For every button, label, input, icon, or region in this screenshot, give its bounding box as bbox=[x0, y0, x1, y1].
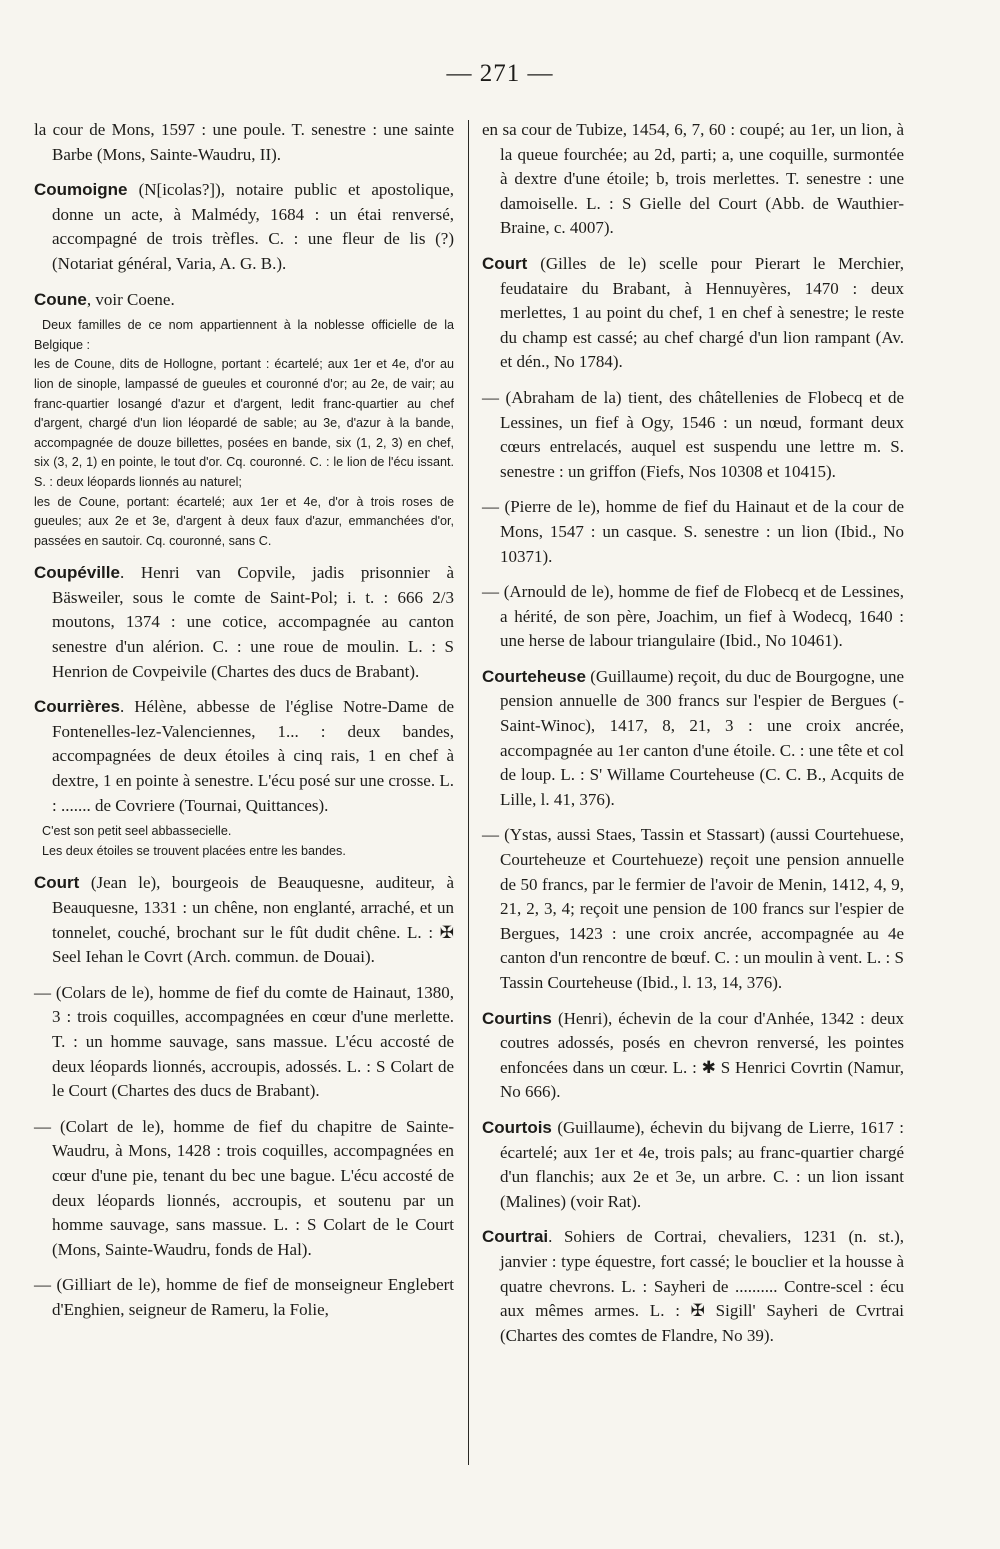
headword: Coupéville bbox=[34, 563, 120, 583]
entry-court-colars: — (Colars de le), homme de fief du comte de Hainaut, 1380, 3 : trois coquilles, accompagnées en cœur d'une merlette. T. : un homme sauvage, sans massue. L'écu accosté de deux léopards lionnés, accroupis, adossés. L. : S Colart de le Court (Chartes des ducs de Brabant). bbox=[34, 982, 454, 1101]
entry-courtois: Courtois (Guillaume), échevin du bijvang de Lierre, 1617 : écartelé; aux 1er et 4e, trois pals; au franc-quartier chargé d'un flanchis; aux 2e et 3e, un arbre. C. : un lion issant (Malines) (voir Rat). bbox=[482, 1117, 904, 1211]
entry-courteheuse: Courteheuse (Guillaume) reçoit, du duc de Bourgogne, une pension annuelle de 300 francs sur l'espier de Bergues (-Saint-Winoc), 1417, 8, 21, 3 : une croix ancrée, accompagnée au 1er canton d'une étoile. C. : une tête et col de loup. L. : S' Willame Courteheuse (C. C. B., Acquits de Lille, l. 41, 376). bbox=[482, 666, 904, 809]
headword: Courtins bbox=[482, 1008, 552, 1028]
headword: Courtrai bbox=[482, 1227, 549, 1247]
headword: Coumoigne bbox=[34, 180, 128, 200]
entry-coune: Coune, voir Coene. bbox=[34, 289, 175, 309]
entry-court-pierre: — (Pierre de le), homme de fief du Hainaut et de la cour de Mons, 1547 : un casque. S. senestre : un lion (Ibid., No 10371). bbox=[482, 497, 904, 566]
entry-coumoigne: Coumoigne (N[icolas?]), notaire public et apostolique, donne un acte, à Malmédy, 1684 : un étai renversé, accompagné de trois trèfles. C. : une fleur de lis (?) (Notariat général, Varia, A. G. B.). bbox=[34, 180, 454, 273]
entry: en sa cour de Tubize, 1454, 6, 7, 60 : coupé; au 1er, un lion, à la queue fourchée; au 2d, parti; a, une coquille, surmontée à dextre d'une étoile; b, trois merlettes. T. senestre : une damoiselle. L. : S Gielle del Court (Abb. de Wauthier-Braine, c. 4007). bbox=[482, 120, 904, 238]
headword: Courrières bbox=[34, 697, 120, 717]
note-line: C'est son petit seel abbassecielle. bbox=[42, 824, 232, 839]
left-column bbox=[34, 118, 454, 1334]
entry-courtrai: Courtrai. Sohiers de Cortrai, chevaliers, 1231 (n. st.), janvier : type équestre, fort cassé; le bouclier et la housse à quatre chevrons. L. : Sayheri de .......... Contre-scel : écu aux mêmes armes. L. : ✠ Sigill' Sayheri de Cvrtrai (Chartes des comtes de Flandre, No 39). bbox=[482, 1227, 904, 1345]
entry-court-gilliart: — (Gilliart de le), homme de fief de monseigneur Englebert d'Enghien, seigneur de Rameru, la Folie, bbox=[34, 1275, 454, 1319]
entry-court-jean: Court (Jean le), bourgeois de Beauquesne, auditeur, à Beauquesne, 1331 : un chêne, non englanté, arraché, et un tonnelet, couché, brochant sur le fût dudit chêne. L. : ✠ Seel Iehan le Covrt (Arch. commun. de Douai). bbox=[34, 873, 454, 967]
note-line: Deux familles de ce nom appartiennent à la noblesse officielle de la Belgique : bbox=[34, 318, 454, 352]
entry-courtins: Courtins (Henri), échevin de la cour d'Anhée, 1342 : deux coutres adossés, posés en chevron renversé, les pointes enfoncées dans un cœur. L. : ✱ S Henrici Covrtin (Namur, No 666). bbox=[482, 1008, 904, 1102]
headword: Court bbox=[482, 253, 528, 273]
note-line: Les deux étoiles se trouvent placées entre les bandes. bbox=[42, 843, 346, 858]
footnote-courrieres bbox=[34, 822, 454, 861]
entry-court-colart: — (Colart de le), homme de fief du chapitre de Sainte-Waudru, à Mons, 1428 : trois coquilles, accompagnées en cœur d'une pie, tenant du bec une bague. L'écu accosté de deux léopards lionnés, accroupis, et soutenu par un homme sauvage, sans massue. L. : S Colart de le Court (Mons, Sainte-Waudru, fonds de Hal). bbox=[34, 1116, 454, 1259]
entry-courrieres: Courrières. Hélène, abbesse de l'église Notre-Dame de Fontenelles-lez-Valenciennes, 1... : deux bandes, accompagnées de deux étoiles à cinq rais, 1 en chef à dextre, 1 en pointe à senestre. L'écu posé sur une crosse. L. : ....... de Covriere (Tournai, Quittances). bbox=[34, 697, 454, 815]
note-line: les de Coune, portant: écartelé; aux 1er et 4e, d'or à trois roses de gueules; aux 2e et 3e, d'argent à deux faux d'azur, emmanchées d'or, passées en sautoir. Cq. couronné, sans C. bbox=[34, 494, 454, 548]
entry-coupeville: Coupéville. Henri van Copvile, jadis prisonnier à Bäsweiler, sous le comte de Saint-Pol; i. t. : 666 2/3 moutons, 1374 : une cotice, accompagnée au canton senestre d'un alérion. C. : une roue de moulin. L. : S Henrion de Covpeivile (Chartes des ducs de Brabant). bbox=[34, 563, 454, 681]
column-divider bbox=[468, 120, 469, 1465]
headword: Courtois bbox=[482, 1117, 552, 1137]
note-line: les de Coune, dits de Hollogne, portant : écartelé; aux 1er et 4e, d'or au lion de sinople, lampassé de gueules et couronné d'or; au 2e, de vair; au franc-quartier losangé d'azur et d'argent, ledit franc-quartier au chef d'argent, chargé d'un lion léopardé de sable; au 3e, d'azur à la bande, accompagnée de douze billettes, posées en bande, six (1, 2, 3) en chef, six (3, 2, 1) en pointe, le tout d'or. Cq. couronné. C. : le lion de l'écu issant. S. : deux léopards lionnés au naturel; bbox=[34, 357, 454, 489]
entry-courteheuse-ystas: — (Ystas, aussi Staes, Tassin et Stassart) (aussi Courtehuese, Courteheuze et Courtehueze) reçoit une pension annuelle de 50 francs, par le fermier de l'avoir de Menin, 1412, 4, 9, 21, 2, 3, 4; reçoit une pension de 100 francs sur l'espier de Bergues, 1423 : une croix ancrée, accompagnée au 4e canton d'un rencontre de bœuf. C. : un moulin à vent. L. : S Tassin Courteheuse (Ibid., l. 13, 14, 376). bbox=[482, 825, 904, 992]
entry: la cour de Mons, 1597 : une poule. T. senestre : une sainte Barbe (Mons, Sainte-Waudru, II). bbox=[34, 120, 454, 164]
headword: Court bbox=[34, 873, 80, 893]
entry-court-abraham: — (Abraham de la) tient, des châtellenies de Flobecq et de Lessines, un fief à Ogy, 1546 : un nœud, formant deux cœurs entrelacés, auquel est suspendu une lettre m. S. senestre : un griffon (Fiefs, Nos 10308 et 10415). bbox=[482, 387, 904, 481]
headword: Courteheuse bbox=[482, 666, 586, 686]
footnote-coune bbox=[34, 316, 454, 551]
headword: Coune bbox=[34, 289, 87, 309]
page-number: — 271 — bbox=[446, 60, 554, 87]
entry-court-arnould: — (Arnould de le), homme de fief de Flobecq et de Lessines, a hérité, de son père, Joachim, un fief à Wodecq, 1640 : une herse de labour triangulaire (Ibid., No 10461). bbox=[482, 582, 904, 651]
entry-court-gilles: Court (Gilles de le) scelle pour Pierart le Merchier, feudataire du Brabant, à Hennuyères, 1470 : deux merlettes, 1 au point du chef, 1 en chef à senestre; le reste du champ est cassé; au chef chargé d'un lion rampant (Av. et dén., No 1784). bbox=[482, 253, 904, 372]
right-column bbox=[482, 118, 904, 1359]
